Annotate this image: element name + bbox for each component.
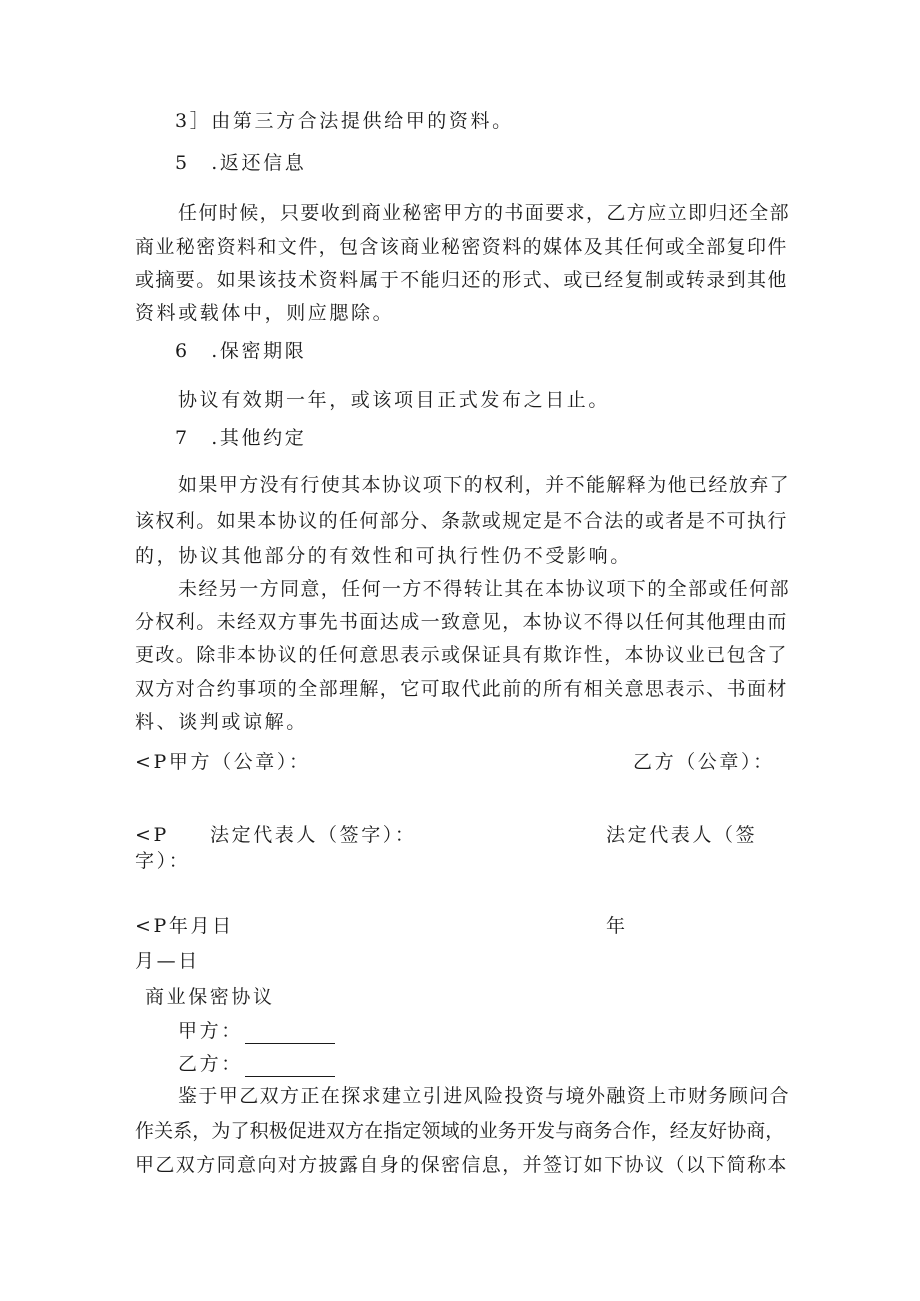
intro-para-line-3: 甲乙双方同意向对方披露自身的保密信息，并签订如下协议（以下简称本	[135, 1154, 788, 1176]
item-3: 3］由第三方合法提供给甲的资料。	[175, 110, 514, 132]
party-b-blank	[245, 1058, 335, 1077]
agreement-title: 商业保密协议	[145, 986, 275, 1008]
party-a-seal: <P甲方（公章）：	[135, 751, 311, 773]
date-b: 年	[606, 915, 628, 937]
party-b-field	[178, 1051, 335, 1077]
intro-para-line-1: 鉴于甲乙双方正在探求建立引进风险投资与境外融资上市财务顾问合	[178, 1085, 791, 1107]
date-a: <P年月日	[135, 915, 234, 937]
section-5-heading: 5 .返还信息	[175, 152, 307, 174]
rep-prefix: <P	[135, 824, 169, 846]
section-6-heading: 6 .保密期限	[175, 340, 307, 362]
transfer-para-line-4: 双方对合约事项的全部理解，它可取代此前的所有相关意思表示、书面材	[135, 678, 788, 700]
waiver-para-line-2: 该权利。如果本协议的任何部分、条款或规定是不合法的或者是不可执行	[135, 510, 788, 532]
party-a-field	[178, 1018, 335, 1044]
date-b-cont: 月—日	[135, 950, 200, 972]
party-a-representative: 法定代表人（签字）：	[210, 824, 417, 846]
party-b-representative: 法定代表人（签	[606, 824, 758, 846]
transfer-para-line-2: 分权利。未经双方事先书面达成一致意见，本协议不得以任何其他理由而	[135, 611, 788, 633]
return-para-line-4: 资料或载体中，则应腮除。	[135, 302, 395, 324]
waiver-para-line-3: 的，协议其他部分的有效性和可执行性仍不受影响。	[135, 545, 632, 567]
party-a-blank	[245, 1025, 335, 1044]
party-b-seal: 乙方（公章）：	[633, 751, 775, 773]
intro-para-line-2: 作关系，为了积极促进双方在指定领域的业务开发与商务合作，经友好协商，	[135, 1120, 785, 1142]
return-para-line-3: 或摘要。如果该技术资料属于不能归还的形式、或已经复制或转录到其他	[135, 269, 788, 291]
waiver-para-line-1: 如果甲方没有行使其本协议项下的权利，并不能解释为他已经放弃了	[178, 474, 791, 496]
party-b-representative-cont: 字）：	[135, 850, 191, 872]
return-para-line-2: 商业秘密资料和文件，包含该商业秘密资料的媒体及其任何或全部复印件	[135, 236, 788, 258]
transfer-para-line-1: 未经另一方同意，任何一方不得转让其在本协议项下的全部或任何部	[178, 578, 791, 600]
party-b-label: 乙方：	[178, 1053, 243, 1075]
transfer-para-line-3: 更改。除非本协议的任何意思表示或保证具有欺诈性，本协议业已包含了	[135, 644, 788, 666]
party-a-label: 甲方：	[178, 1020, 243, 1042]
transfer-para-line-5: 料、谈判或谅解。	[135, 711, 308, 733]
return-para-line-1: 任何时候，只要收到商业秘密甲方的书面要求，乙方应立即归还全部	[178, 202, 791, 224]
term-text: 协议有效期一年，或该项目正式发布之日止。	[178, 389, 611, 411]
section-7-heading: 7 .其他约定	[175, 427, 307, 449]
